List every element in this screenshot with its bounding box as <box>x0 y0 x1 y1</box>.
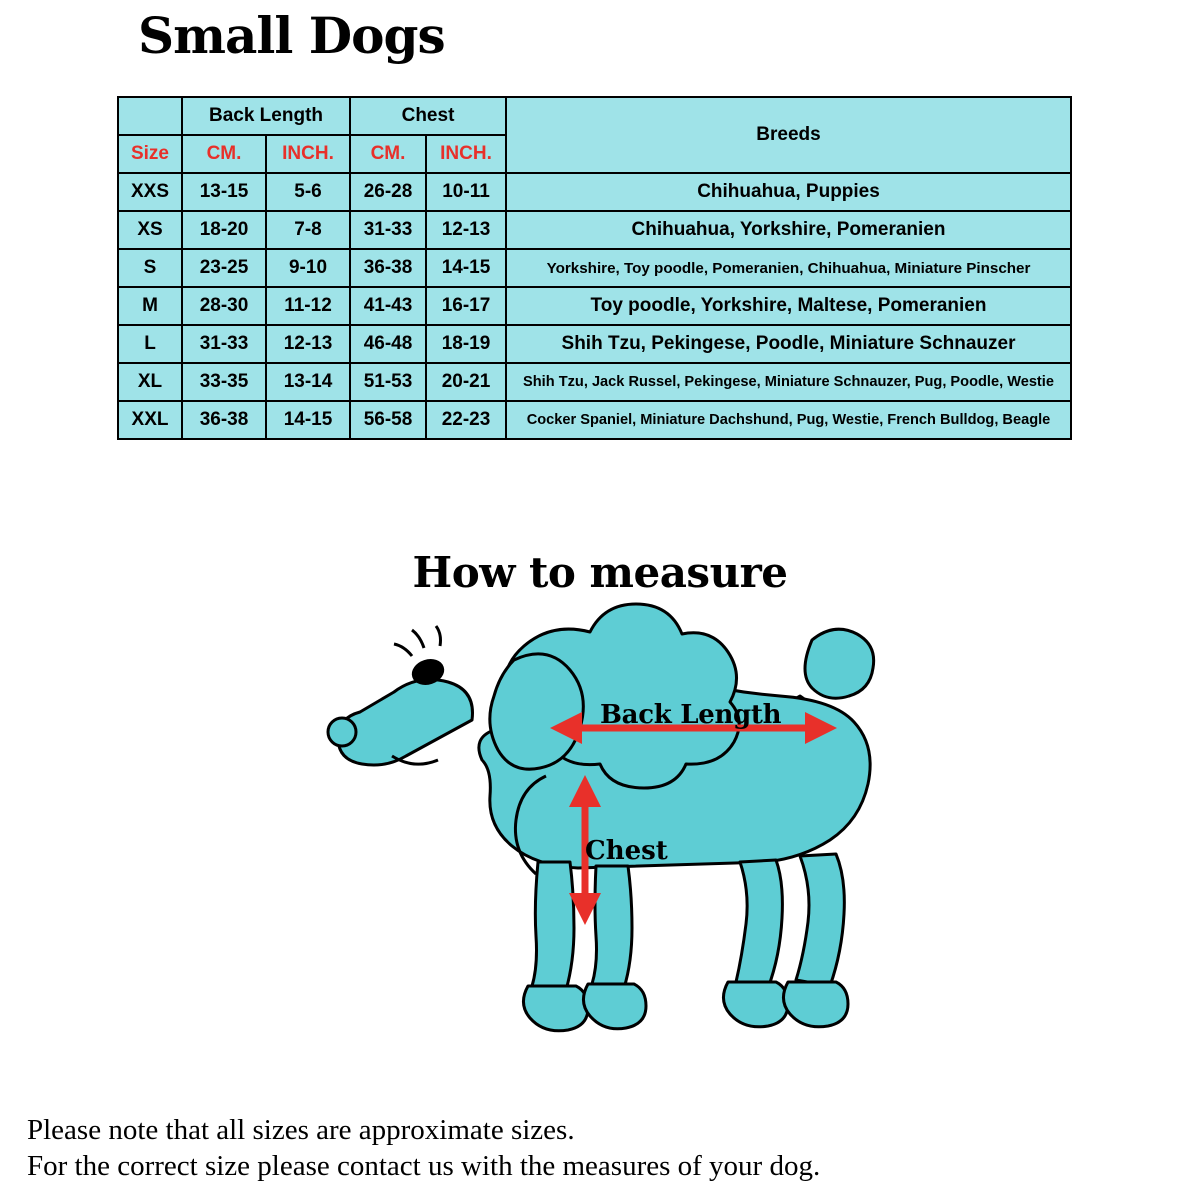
header-blank-corner <box>118 97 182 135</box>
cell-chest-cm: 31-33 <box>350 211 426 249</box>
cell-chest-cm: 36-38 <box>350 249 426 287</box>
header-chest-cm: CM. <box>350 135 426 173</box>
cell-chest-cm: 56-58 <box>350 401 426 439</box>
cell-breeds: Toy poodle, Yorkshire, Maltese, Pomeranien <box>506 287 1071 325</box>
cell-back-inch: 5-6 <box>266 173 350 211</box>
size-chart-table-wrapper <box>117 96 1072 440</box>
cell-size: S <box>118 249 182 287</box>
cell-size: XL <box>118 363 182 401</box>
cell-back-inch: 12-13 <box>266 325 350 363</box>
cell-back-cm: 23-25 <box>182 249 266 287</box>
cell-size: XXL <box>118 401 182 439</box>
cell-size: M <box>118 287 182 325</box>
table-row <box>118 287 1071 325</box>
cell-chest-inch: 12-13 <box>426 211 506 249</box>
cell-chest-inch: 14-15 <box>426 249 506 287</box>
cell-chest-cm: 51-53 <box>350 363 426 401</box>
cell-back-cm: 28-30 <box>182 287 266 325</box>
cell-back-cm: 31-33 <box>182 325 266 363</box>
cell-chest-cm: 46-48 <box>350 325 426 363</box>
cell-back-cm: 18-20 <box>182 211 266 249</box>
header-back-cm: CM. <box>182 135 266 173</box>
size-chart-table <box>117 96 1072 440</box>
cell-chest-cm: 41-43 <box>350 287 426 325</box>
cell-back-inch: 11-12 <box>266 287 350 325</box>
cell-chest-inch: 18-19 <box>426 325 506 363</box>
cell-size: XS <box>118 211 182 249</box>
cell-size: L <box>118 325 182 363</box>
header-back-length: Back Length <box>182 97 350 135</box>
cell-back-inch: 9-10 <box>266 249 350 287</box>
poodle-icon <box>328 604 874 1031</box>
cell-back-inch: 13-14 <box>266 363 350 401</box>
header-breeds: Breeds <box>506 97 1071 173</box>
back-length-label: Back Length <box>600 700 782 730</box>
cell-chest-cm: 26-28 <box>350 173 426 211</box>
chest-label: Chest <box>585 836 668 866</box>
cell-back-cm: 33-35 <box>182 363 266 401</box>
cell-back-inch: 14-15 <box>266 401 350 439</box>
cell-breeds: Chihuahua, Puppies <box>506 173 1071 211</box>
table-row <box>118 173 1071 211</box>
cell-breeds: Shih Tzu, Jack Russel, Pekingese, Miniature Schnauzer, Pug, Poodle, Westie <box>506 363 1071 401</box>
header-chest: Chest <box>350 97 506 135</box>
header-back-inch: INCH. <box>266 135 350 173</box>
cell-chest-inch: 10-11 <box>426 173 506 211</box>
page-title: Small Dogs <box>138 6 445 65</box>
how-to-measure-heading: How to measure <box>412 548 788 597</box>
cell-chest-inch: 20-21 <box>426 363 506 401</box>
cell-size: XXS <box>118 173 182 211</box>
table-row <box>118 249 1071 287</box>
note-line-1: Please note that all sizes are approximate sizes. <box>27 1114 575 1146</box>
cell-back-inch: 7-8 <box>266 211 350 249</box>
cell-back-cm: 36-38 <box>182 401 266 439</box>
note-line-2: For the correct size please contact us with the measures of your dog. <box>27 1150 821 1182</box>
table-row <box>118 363 1071 401</box>
cell-breeds: Chihuahua, Yorkshire, Pomeranien <box>506 211 1071 249</box>
header-size: Size <box>118 135 182 173</box>
table-row <box>118 211 1071 249</box>
cell-chest-inch: 16-17 <box>426 287 506 325</box>
table-header-group-row <box>118 97 1071 135</box>
table-row <box>118 325 1071 363</box>
cell-breeds: Cocker Spaniel, Miniature Dachshund, Pug, Westie, French Bulldog, Beagle <box>506 401 1071 439</box>
table-row <box>118 401 1071 439</box>
cell-chest-inch: 22-23 <box>426 401 506 439</box>
cell-back-cm: 13-15 <box>182 173 266 211</box>
header-chest-inch: INCH. <box>426 135 506 173</box>
cell-breeds: Yorkshire, Toy poodle, Pomeranien, Chihuahua, Miniature Pinscher <box>506 249 1071 287</box>
cell-breeds: Shih Tzu, Pekingese, Poodle, Miniature Schnauzer <box>506 325 1071 363</box>
footer-notes <box>27 1112 1187 1184</box>
